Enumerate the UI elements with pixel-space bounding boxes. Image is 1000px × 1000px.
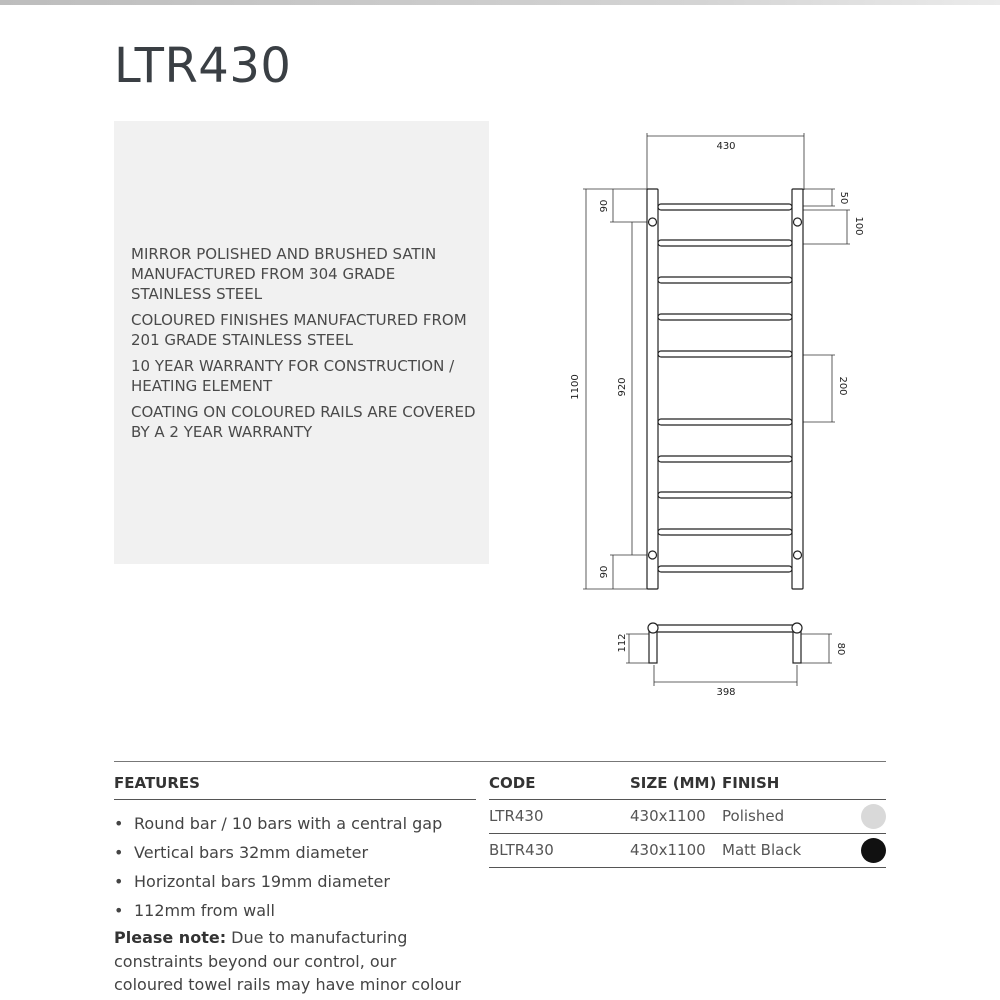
info-list [131,244,476,448]
feature-item [114,841,484,870]
row-finish: Polished [722,807,785,825]
dim-central-gap-label: 200 [837,376,848,396]
table-row [489,834,886,868]
row-finish: Matt Black [722,841,802,859]
bullet-icon: • [114,814,124,833]
features-heading: FEATURES [114,774,200,792]
info-paragraph: MIRROR POLISHED AND BRUSHED SATIN MANUFACTURED FROM 304 GRADE STAINLESS STEEL [131,245,437,303]
feature-text: Horizontal bars 19mm diameter [134,872,390,891]
dim-inner-width-label: 398 [716,687,736,698]
dim-bottom-gap-label: 90 [599,565,610,579]
header-finish: FINISH [722,774,780,792]
features-list [114,812,484,928]
dim-width-label: 430 [716,141,736,152]
dim-top-gap-left-label: 90 [599,199,610,213]
info-panel [114,121,489,564]
row-code: LTR430 [489,807,544,825]
info-paragraph: 10 YEAR WARRANTY FOR CONSTRUCTION / HEATING ELEMENT [131,357,455,395]
dim-pitch-label: 100 [853,216,864,236]
table-header [489,774,886,799]
features-divider [114,799,476,800]
drawing-lines [583,133,850,686]
top-border [0,0,1000,5]
info-paragraph: COLOURED FINISHES MANUFACTURED FROM 201 GRADE STAINLESS STEEL [131,311,467,349]
dim-inner-height-label: 920 [617,377,628,397]
table-row [489,800,886,834]
dim-top-gap-right-label: 50 [838,191,849,205]
feature-item [114,870,484,899]
towel-rail-front-view [647,189,803,589]
feature-item [114,899,484,928]
product-table [489,774,886,868]
header-code: CODE [489,774,536,792]
bullet-icon: • [114,872,124,891]
finish-swatch [861,804,886,829]
feature-item [114,812,484,841]
info-paragraph: COATING ON COLOURED RAILS ARE COVERED BY A 2 YEAR WARRANTY [131,403,476,441]
technical-drawing [560,125,890,705]
feature-text: Vertical bars 32mm diameter [134,843,369,862]
please-note [114,926,464,997]
row-size: 430x1100 [630,807,706,825]
note-text: Due to manufacturing constraints beyond our control, our coloured towel rails may have minor colour [114,928,461,994]
dim-wall-bracket-label: 80 [835,642,846,656]
header-size: SIZE (MM) [630,774,717,792]
row-code: BLTR430 [489,841,554,859]
dim-depth-label: 112 [617,633,628,653]
row-size: 430x1100 [630,841,706,859]
page-title: LTR430 [114,38,292,94]
note-label: Please note: [114,928,227,947]
feature-text: Round bar / 10 bars with a central gap [134,814,443,833]
towel-rail-side-view [648,623,802,663]
finish-swatch [861,838,886,863]
bullet-icon: • [114,843,124,862]
bullet-icon: • [114,901,124,920]
section-divider [114,761,886,762]
dim-total-height-label: 1100 [570,374,581,400]
feature-text: 112mm from wall [134,901,275,920]
